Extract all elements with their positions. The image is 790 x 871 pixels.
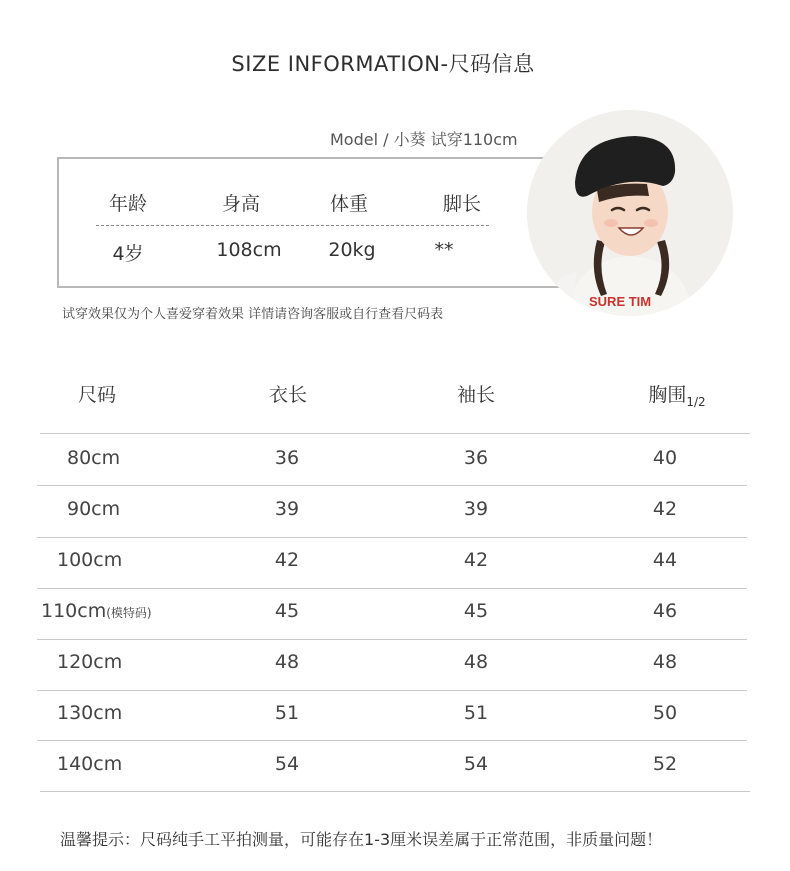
- cell-length: 42: [274, 549, 300, 571]
- model-info: Model / 小葵 试穿110cm: [330, 130, 518, 149]
- size-table-header: [0, 380, 790, 410]
- table-divider: [40, 791, 750, 792]
- header-chest-fraction: 1/2: [686, 394, 706, 409]
- model-header-height: 身高: [221, 193, 260, 215]
- cell-chest: 40: [652, 447, 678, 469]
- cell-chest: 46: [652, 600, 678, 622]
- header-chest: [607, 380, 747, 409]
- header-garment-length: 衣长: [268, 384, 307, 406]
- cell-sleeve: 51: [463, 702, 489, 724]
- cell-sleeve: 36: [463, 447, 489, 469]
- model-value-foot-length: **: [434, 239, 454, 261]
- model-header-foot-length: 脚长: [442, 193, 481, 215]
- cell-size: 90cm: [67, 498, 121, 520]
- cell-length: 48: [274, 651, 300, 673]
- shirt-print: SURE TIM: [589, 294, 652, 309]
- footer-tip: 温馨提示：尺码纯手工平拍测量，可能存在1-3厘米误差属于正常范围，非质量问题！: [60, 830, 663, 849]
- cell-size: 120cm: [57, 651, 123, 673]
- cell-length: 39: [274, 498, 300, 520]
- table-row: [0, 638, 790, 689]
- cell-size: 100cm: [57, 549, 123, 571]
- cell-length: 51: [274, 702, 300, 724]
- model-value-weight: 20kg: [328, 239, 376, 261]
- fitting-note: 试穿效果仅为个人喜爱穿着效果 详情请咨询客服或自行查看尺码表: [62, 307, 444, 322]
- cell-length: 36: [274, 447, 300, 469]
- model-header-age: 年龄: [108, 193, 147, 215]
- header-size: 尺码: [77, 384, 116, 406]
- header-sleeve-length: 袖长: [456, 384, 495, 406]
- model-size-tag: (模特码): [106, 606, 152, 620]
- cell-sleeve: 54: [463, 753, 489, 775]
- cell-chest: 44: [652, 549, 678, 571]
- cell-sleeve: 39: [463, 498, 489, 520]
- cell-chest: 42: [652, 498, 678, 520]
- model-measurements-box: [57, 157, 567, 288]
- table-row: [0, 587, 790, 638]
- header-chest-label: 胸围: [648, 384, 687, 406]
- cell-size: 130cm: [57, 702, 123, 724]
- model-photo: [527, 110, 733, 316]
- model-value-age: 4岁: [112, 243, 144, 265]
- cell-chest: 48: [652, 651, 678, 673]
- cell-size: 80cm: [67, 447, 121, 469]
- cell-chest: 50: [652, 702, 678, 724]
- page-title: SIZE INFORMATION-尺码信息: [231, 52, 535, 76]
- dashed-divider: [96, 225, 489, 226]
- cell-size: 140cm: [57, 753, 123, 775]
- table-row: [0, 434, 790, 485]
- cell-chest: 52: [652, 753, 678, 775]
- cell-sleeve: 45: [463, 600, 489, 622]
- table-row: [0, 689, 790, 740]
- table-row: [0, 740, 790, 791]
- model-header-weight: 体重: [329, 193, 368, 215]
- table-row: [0, 485, 790, 536]
- model-photo-illustration: [527, 110, 733, 316]
- cell-sleeve: 48: [463, 651, 489, 673]
- cell-sleeve: 42: [463, 549, 489, 571]
- model-value-height: 108cm: [216, 239, 282, 261]
- cell-length: 54: [274, 753, 300, 775]
- table-row: [0, 536, 790, 587]
- cell-size: [41, 600, 221, 622]
- cell-length: 45: [274, 600, 300, 622]
- cell-size-value: 110cm: [41, 600, 107, 622]
